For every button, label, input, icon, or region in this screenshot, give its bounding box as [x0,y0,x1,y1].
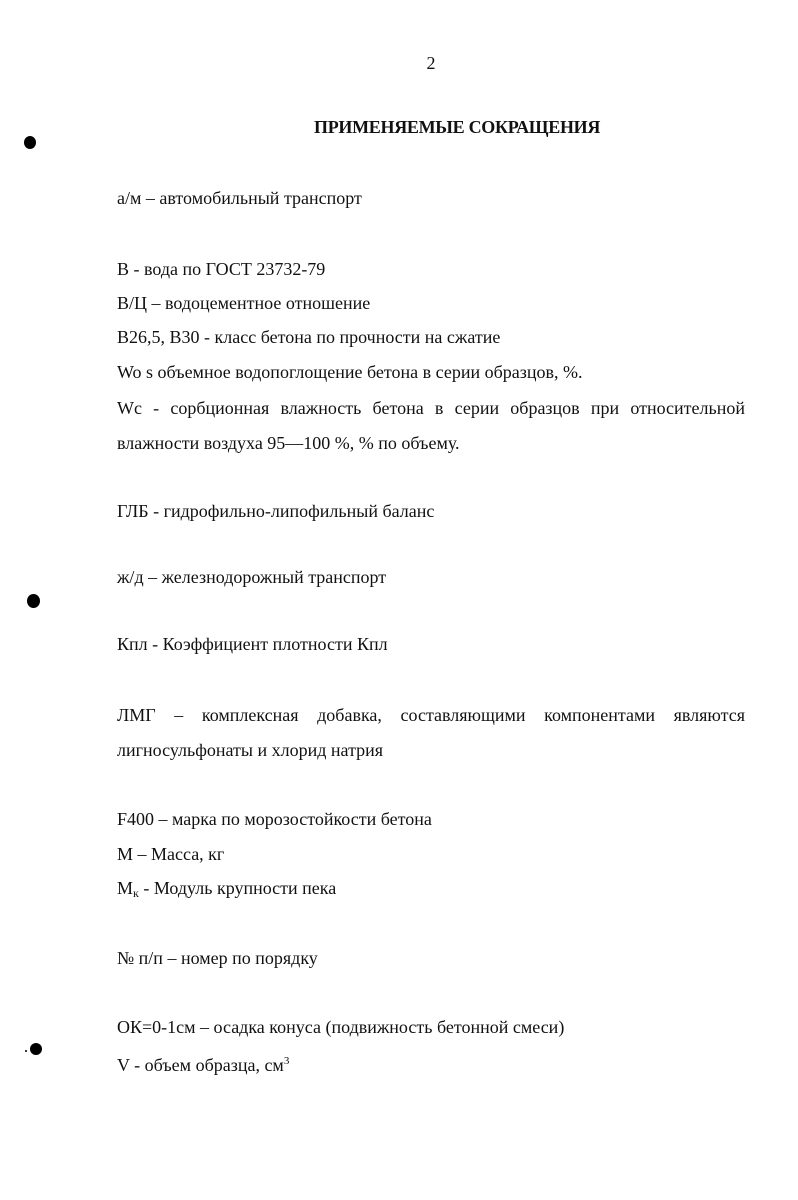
entry-lmg-line1: ЛМГ – комплексная добавка, составляющими компонентами являются [117,705,745,725]
entry-wo: Wo s объемное водопоглощение бетона в серии образцов, %. [117,362,583,382]
entry-wc-line2: влажности воздуха 95—100 %, % по объему. [117,433,460,453]
volume-superscript: 3 [283,1055,290,1067]
page-title: ПРИМЕНЯЕМЫЕ СОКРАЩЕНИЯ [314,117,601,137]
binder-hole-mark [24,136,36,149]
entry-f400: F400 – марка по морозостойкости бетона [117,809,432,829]
entry-wc-line1: Wc - сорбционная влажность бетона в серии образцов при относительной [117,398,745,418]
entry-mk [117,877,336,904]
entry-kpl: Кпл - Коэффициент плотности Кпл [117,634,388,654]
entry-glb: ГЛБ - гидрофильно-липофильный баланс [117,501,435,521]
entry-lmg-line2: лигносульфонаты и хлорид натрия [117,740,384,760]
mk-symbol: М [117,878,134,898]
entry-mass: М – Масса, кг [117,844,225,864]
binder-hole-mark [30,1043,42,1055]
entry-am: а/м – автомобильный транспорт [117,188,362,208]
entry-wc-ratio: В/Ц – водоцементное отношение [117,293,371,313]
entry-zhd: ж/д – железнодорожный транспорт [117,567,387,587]
entry-concrete-class: В26,5, В30 - класс бетона по прочности на сжатие [117,327,501,347]
binder-hole-mark [27,594,40,608]
page-number: 2 [426,53,436,73]
mk-subscript: к [133,886,139,900]
entry-water: В - вода по ГОСТ 23732-79 [117,259,326,279]
volume-text: V - объем образца, см [117,1055,284,1075]
mk-text: - Модуль крупности пека [138,878,337,898]
entry-number: № п/п – номер по порядку [117,948,318,968]
entry-ok: ОК=0-1см – осадка конуса (подвижность бетонной смеси) [117,1017,565,1037]
entry-volume [117,1050,289,1076]
speck-mark [25,1050,27,1052]
